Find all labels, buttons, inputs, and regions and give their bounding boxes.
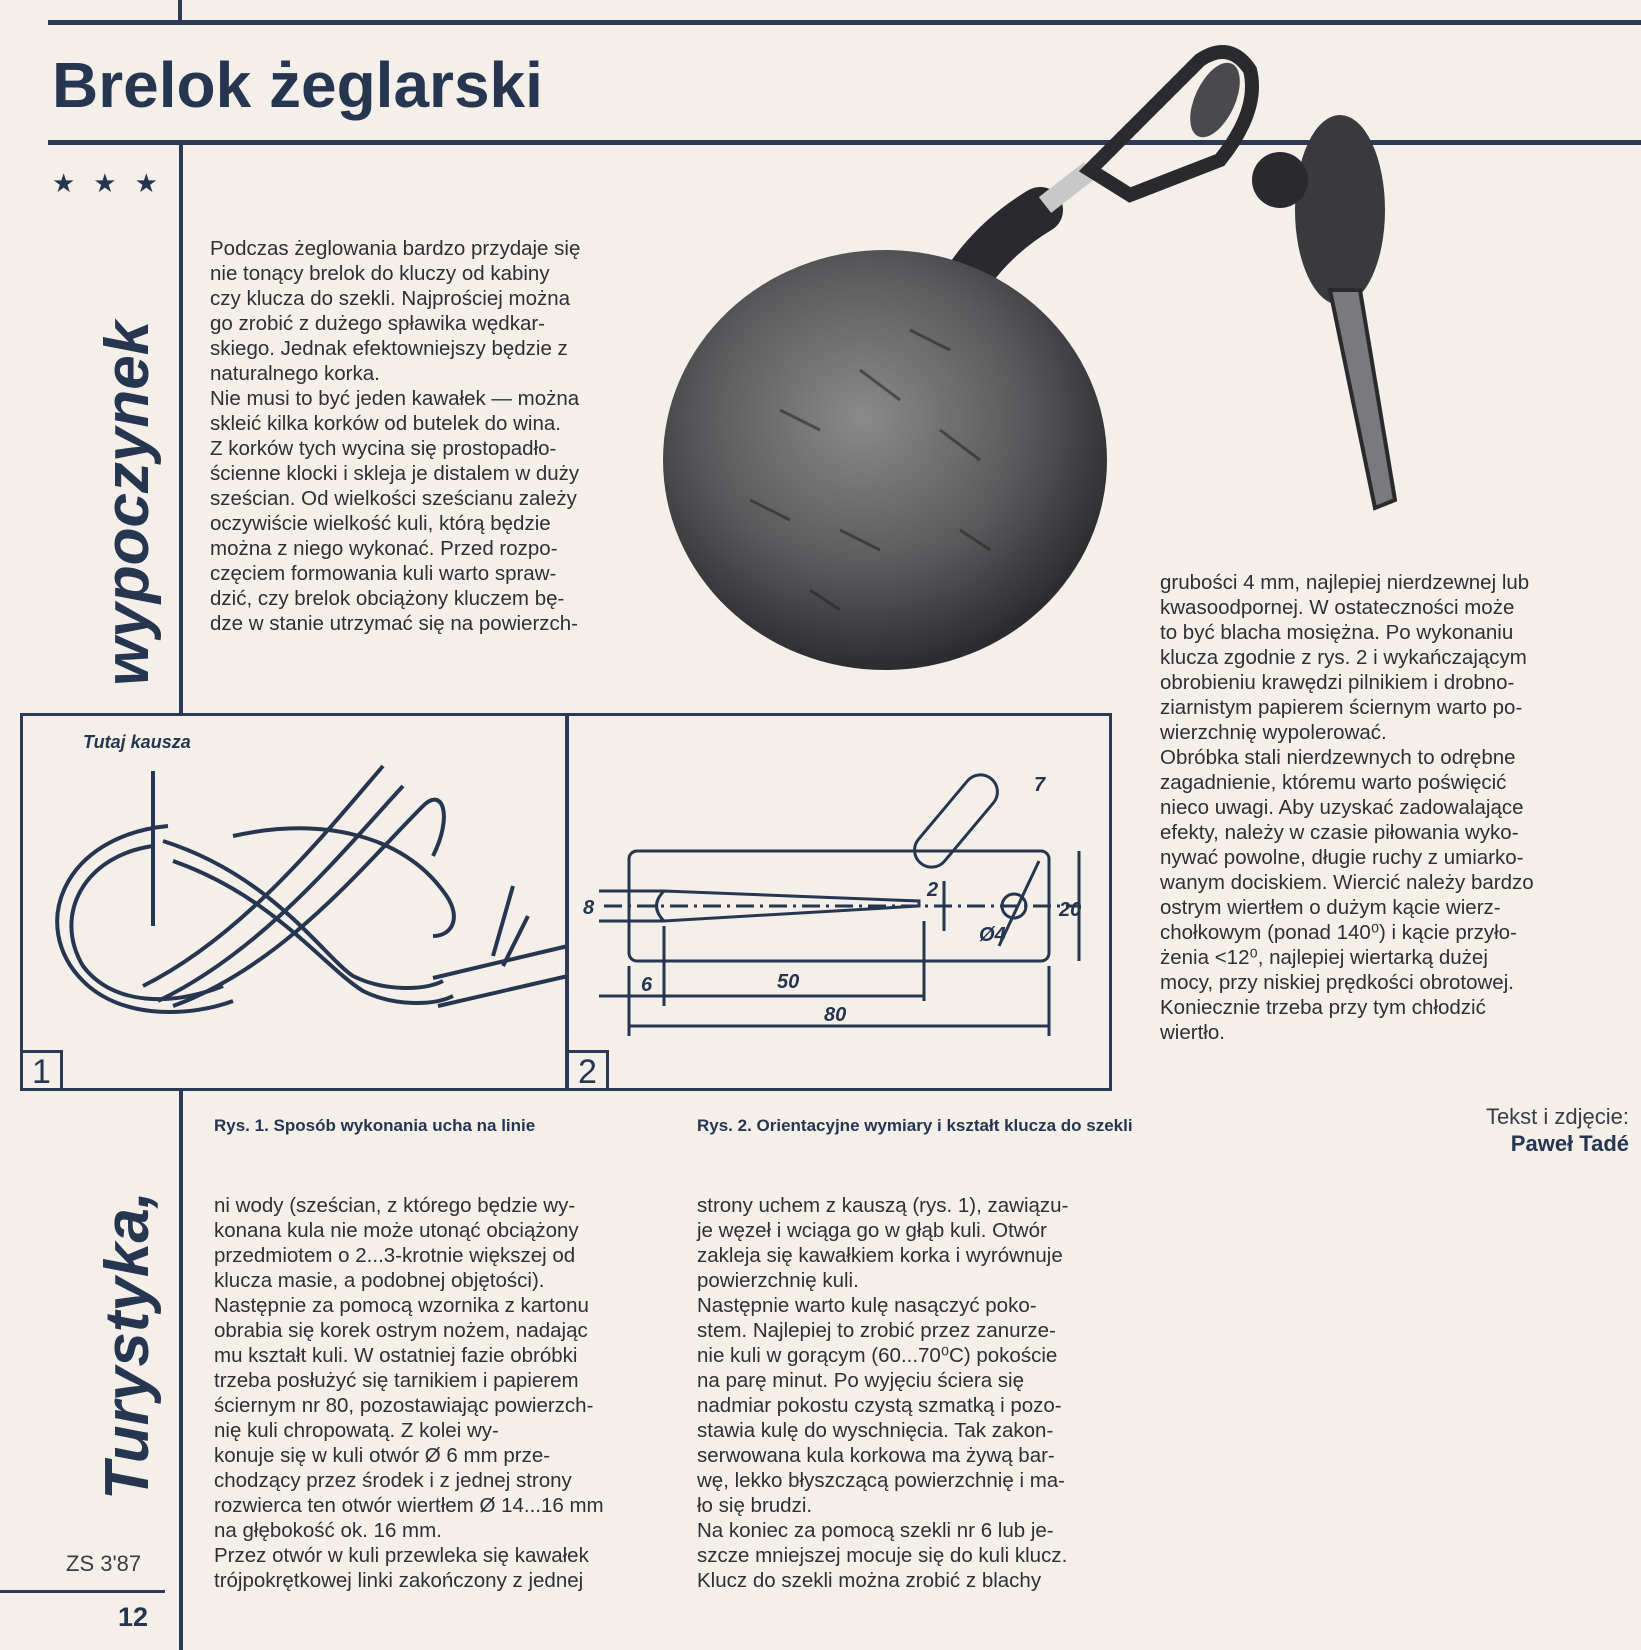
text-line: przedmiotem o 2...3-krotnie większej od <box>214 1244 576 1267</box>
shackle-key-technical-drawing <box>569 716 1115 1094</box>
text-line: zagadnienie, któremu warto poświęcić <box>1160 771 1507 794</box>
column-bottom-left <box>214 1193 684 1593</box>
sidebar-rule-top <box>179 143 183 713</box>
text-line: wanym dociskiem. Wiercić należy bardzo <box>1160 871 1534 894</box>
text-line: ło się brudzi. <box>697 1494 813 1517</box>
text-line: skleić kilka korków od butelek do wina. <box>210 412 561 435</box>
text-line: trójpokrętkowej linki zakończony z jednej <box>214 1569 584 1592</box>
text-line: Przez otwór w kuli przewleka się kawałek <box>214 1544 589 1567</box>
figure-1-number: 1 <box>23 1050 63 1088</box>
text-line: mocy, przy niskiej prędkości obrotowej. <box>1160 971 1514 994</box>
figure-2-caption: Rys. 2. Orientacyjne wymiary i kształt klucza do szekli <box>697 1116 1133 1135</box>
text-line: wierzchnię wypolerować. <box>1160 721 1387 744</box>
text-line: Na koniec za pomocą szekli nr 6 lub je- <box>697 1519 1054 1542</box>
text-line: ścienne klocki i skleja je distalem w duży <box>210 462 580 485</box>
text-line: kwasoodpornej. W ostateczności może <box>1160 596 1515 619</box>
text-line: efekty, należy w czasie piłowania wyko- <box>1160 821 1519 844</box>
text-line: Następnie za pomocą wzornika z kartonu <box>214 1294 589 1317</box>
text-line: konuje się w kuli otwór Ø 6 mm prze- <box>214 1444 551 1467</box>
text-line: Podczas żeglowania bardzo przydaje się <box>210 237 581 260</box>
dim-8: 8 <box>583 897 595 919</box>
text-line: mu kształt kuli. W ostatniej fazie obróbki <box>214 1344 578 1367</box>
article-title: Brelok żeglarski <box>52 49 543 121</box>
text-line: naturalnego korka. <box>210 362 380 385</box>
text-line: Koniecznie trzeba przy tym chłodzić <box>1160 996 1486 1019</box>
text-line: obrobieniu krawędzi pilnikiem i drobno- <box>1160 671 1515 694</box>
text-line: Z korków tych wycina się prostopadło- <box>210 437 557 460</box>
text-line: częciem formowania kuli warto spraw- <box>210 562 557 585</box>
rating-stars: ★★★ <box>52 168 176 198</box>
text-line: chodzący przez środek i z jednej strony <box>214 1469 572 1492</box>
text-line: to być blacha mosiężna. Po wykonaniu <box>1160 621 1514 644</box>
figure-1-caption: Rys. 1. Sposób wykonania ucha na linie <box>214 1116 536 1135</box>
category-label-top: wypoczynek <box>93 320 162 686</box>
text-line: skiego. Jednak efektowniejszy będzie z <box>210 337 568 360</box>
text-line: nywać powolne, długie ruchy z umiarko- <box>1160 846 1524 869</box>
text-line: ściernym nr 80, pozostawiając powierzch- <box>214 1394 594 1417</box>
text-line: na parę minut. Po wyjęciu ściera się <box>697 1369 1025 1392</box>
sidebar-rule-bottom <box>179 1090 183 1650</box>
credit-author: Paweł Tadé <box>1510 1131 1629 1156</box>
figure-2-box <box>566 713 1112 1091</box>
text-line: dzić, czy brelok obciążony kluczem bę- <box>210 587 565 610</box>
text-line: powierzchnię kuli. <box>697 1269 859 1292</box>
dim-20: 20 <box>1059 899 1082 921</box>
text-line: klucza masie, a podobnej objętości). <box>214 1269 545 1292</box>
figure-1-label: Tutaj kausza <box>83 732 191 752</box>
text-line: nieco uwagi. Aby uzyskać zadowalające <box>1160 796 1524 819</box>
category-label-bottom: Turystyka, <box>93 1190 162 1500</box>
text-line: ni wody (sześcian, z którego będzie wy- <box>214 1194 576 1217</box>
dim-80: 80 <box>824 1004 847 1026</box>
text-line: nie tonący brelok do kluczy od kabiny <box>210 262 550 285</box>
text-line: chołkowym (ponad 140⁰) i kącie przyło- <box>1160 921 1517 944</box>
column-intro <box>210 236 660 636</box>
text-line: nadmiar pokostu czystą szmatką i pozo- <box>697 1394 1062 1417</box>
column-bottom-middle <box>697 1193 1157 1593</box>
dim-7: 7 <box>1034 774 1046 796</box>
text-line: szcze mniejszej mocuje się do kuli klucz. <box>697 1544 1068 1567</box>
text-line: można z niego wykonać. Przed rozpo- <box>210 537 558 560</box>
credit <box>1486 1103 1629 1157</box>
text-line: na głębokość ok. 16 mm. <box>214 1519 442 1542</box>
text-line: ostrym wiertłem o dużym kącie wierz- <box>1160 896 1501 919</box>
text-line: czy klucza do szekli. Najprościej można <box>210 287 571 310</box>
text-line: dze w stanie utrzymać się na powierzch- <box>210 612 579 635</box>
text-line: go zrobić z dużego spławika wędkar- <box>210 312 545 335</box>
text-line: grubości 4 mm, najlepiej nierdzewnej lub <box>1160 571 1530 594</box>
text-line: strony uchem z kauszą (rys. 1), zawiązu- <box>697 1194 1069 1217</box>
text-line: Nie musi to być jeden kawałek — można <box>210 387 580 410</box>
text-line: Obróbka stali nierdzewnych to odrębne <box>1160 746 1516 769</box>
text-line: konana kula nie może utonąć obciążony <box>214 1219 579 1242</box>
text-line: nie kuli w gorącym (60...70⁰C) pokoście <box>697 1344 1058 1367</box>
text-line: je węzeł i wciąga go w głąb kuli. Otwór <box>697 1219 1047 1242</box>
text-line: sześcian. Od wielkości sześcianu zależy <box>210 487 577 510</box>
top-stub-rule <box>178 0 182 22</box>
text-line: obrabia się korek ostrym nożem, nadając <box>214 1319 588 1342</box>
text-line: nię kuli chropowatą. Z kolei wy- <box>214 1419 499 1442</box>
text-line: Następnie warto kulę nasączyć poko- <box>697 1294 1037 1317</box>
dim-diameter-4: Ø4 <box>979 924 1006 946</box>
text-line: rozwierca ten otwór wiertłem Ø 14...16 mm <box>214 1494 604 1517</box>
top-rule <box>48 20 1641 25</box>
text-line: ziarnistym papierem ściernym warto po- <box>1160 696 1523 719</box>
text-line: żenia <12⁰, najlepiej wiertarką dużej <box>1160 946 1488 969</box>
dim-6: 6 <box>641 974 653 996</box>
figure-1-box <box>20 713 568 1091</box>
text-line: zakleja się kawałkiem korka i wyrównuje <box>697 1244 1063 1267</box>
text-line: stawia kulę do wyschnięcia. Tak zakon- <box>697 1419 1054 1442</box>
page-number-rule <box>0 1590 165 1593</box>
text-line: stem. Najlepiej to zrobić przez zanurze- <box>697 1319 1056 1342</box>
text-line: serwowana kula korkowa ma żywą bar- <box>697 1444 1055 1467</box>
page-number: 12 <box>118 1602 149 1632</box>
text-line: oczywiście wielkość kuli, którą będzie <box>210 512 551 535</box>
rope-eye-splice-diagram <box>23 716 571 1094</box>
text-line: klucza zgodnie z rys. 2 i wykańczającym <box>1160 646 1527 669</box>
credit-label: Tekst i zdjęcie: <box>1485 1104 1629 1129</box>
text-line: wę, lekko błyszczącą powierzchnię i ma- <box>697 1469 1065 1492</box>
text-line: Klucz do szekli można zrobić z blachy <box>697 1569 1042 1592</box>
issue-label: ZS 3'87 <box>66 1551 142 1576</box>
dim-2: 2 <box>927 879 939 901</box>
text-line: wiertło. <box>1160 1021 1225 1044</box>
figure-2-number: 2 <box>569 1050 609 1088</box>
text-line: trzeba posłużyć się tarnikiem i papierem <box>214 1369 579 1392</box>
column-right <box>1160 570 1640 1045</box>
dim-50: 50 <box>777 971 800 993</box>
